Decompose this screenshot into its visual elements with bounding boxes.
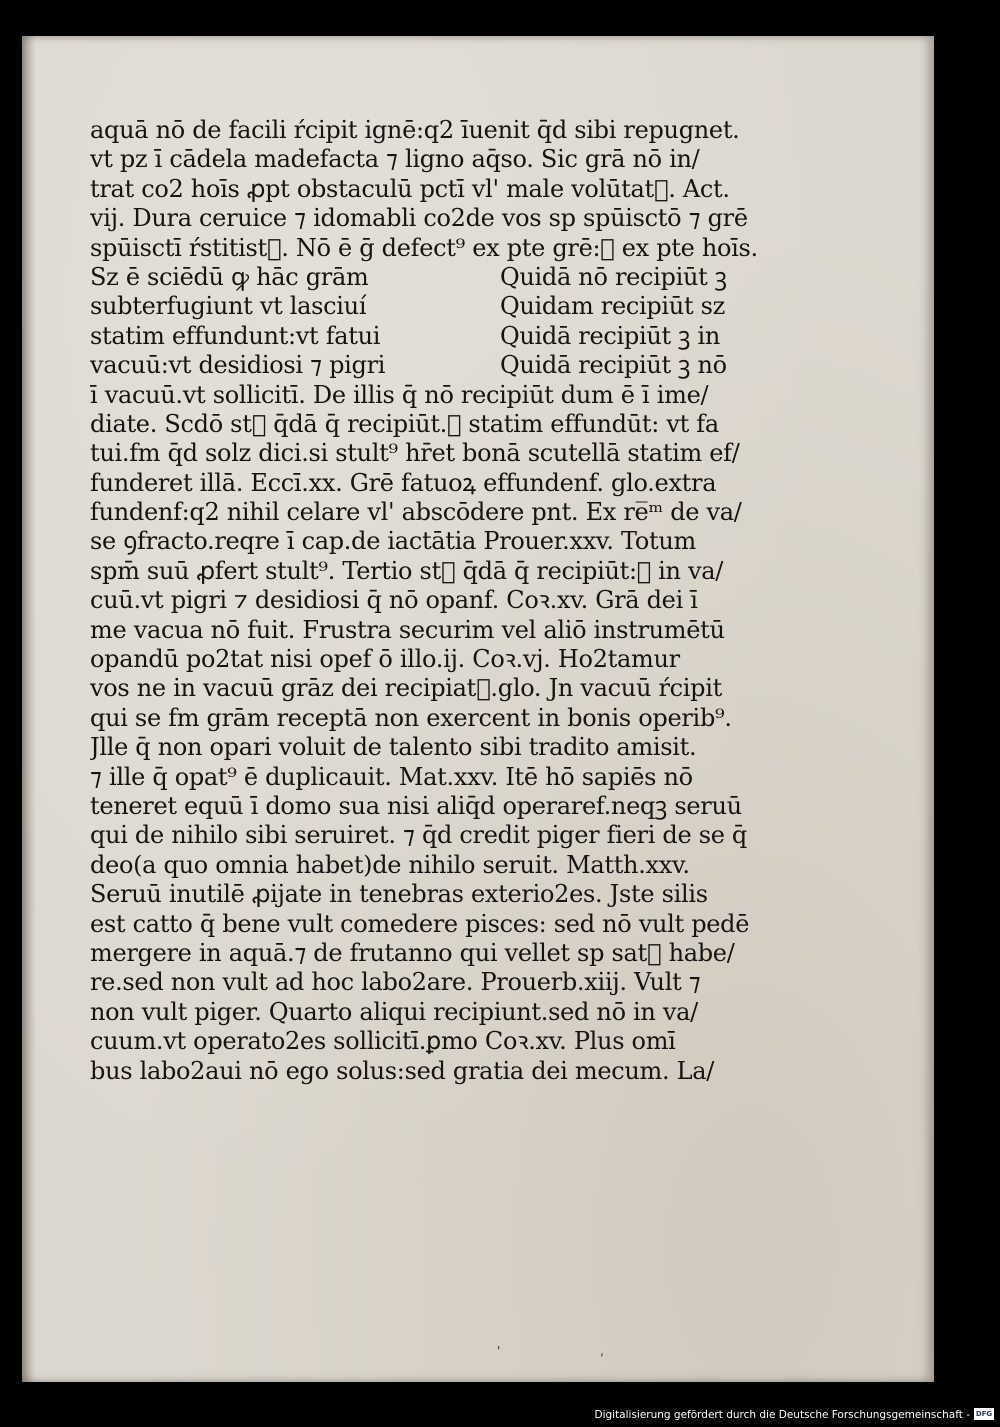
text-line: spm̄ suū ꝓfert stult⁹. Tertio st᷑ q̄dā q̄ recipiūt:ꝫ in va/ [90,556,724,585]
text-line: spūisctī ŕstitist᷑. Nō ē ḡ defect⁹ ex pte grē:ꝫ ex pte hoīs. [90,233,758,262]
text-line: aquā nō de facili ŕcipit ignē:q2 īuenit q̄d sibi repugnet. [90,116,740,144]
row-left-text: vacuū:vt desidiosi ⁊ pigri [90,351,386,380]
text-line: me vacua nō fuit. Frustra securim vel aliō instrumētū [90,615,725,644]
text-line: trat co2 hoīs ꝓpt obstaculū pctī vl' male volūtat᷑. Act. [90,174,730,203]
text-line: qui de nihilo sibi seruiret. ⁊ q̄d credit piger fieri de se q̄ [90,821,748,850]
row-right-text: Quidā nō recipiūt ꝫ [500,262,727,291]
book-page [22,36,934,1382]
text-line: qui se fm grām receptā non exercent in bonis operib⁹. [90,703,732,732]
text-line: deo(a quo omnia habet)de nihilo seruit. Matth.xxv. [90,850,690,879]
text-line: diate. Scdō st᷑ q̄dā q̄ recipiūt.ꝫ statim effundūt: vt fa [90,409,719,438]
text-line: bus labo2aui nō ego solus:sed gratia dei mecum. La/ [90,1056,715,1085]
two-column-row [90,351,790,380]
text-line: est catto q̄ bene vult comedere pisces: sed nō vult pedē [90,909,750,938]
text-line: tui.fm q̄d solz dici.si stult⁹ hr̄et bonā scutellā statim ef/ [90,439,740,468]
funding-credit: Digitalisierung gefördert durch die Deutsche Forschungsgemeinschaft - [594,1409,970,1421]
text-line: ⁊ ille q̄ opat⁹ ē duplicauit. Mat.xxv. Itē hō sapiēs nō [90,762,693,791]
text-line: Seruū inutilē ꝓijate in tenebras exterio2es. Jste silis [90,880,708,909]
text-line: vt pz ī cādela madefacta ⁊ ligno aq̄so. Sic grā nō in/ [90,145,700,174]
text-line: fundenf:q2 nihil celare vl' abscōdere pnt. Ex re̅ᵐ de va/ [90,498,742,527]
two-column-row [90,322,790,351]
text-line: vos ne in vacuū grāz dei recipiat᷑.glo. Jn vacuū ŕcipit [90,674,722,703]
row-right-text: Quidā recipiūt ꝫ in [500,321,720,350]
row-right-text: Quidam recipiūt sz [500,292,725,321]
row-left-text: statim effundunt:vt fatui [90,321,381,350]
text-line: vij. Dura ceruice ⁊ idomabli co2de vos sp spūisctō ⁊ grē [90,204,748,233]
text-line: re.sed non vult ad hoc labo2are. Prouerb.xiij. Vult ⁊ [90,968,701,997]
dfg-logo: DFG [975,1410,993,1418]
text-line: ī vacuū.vt sollicitī. De illis q̄ nō recipiūt dum ē ī ime/ [90,380,709,409]
two-column-row [90,292,790,321]
ink-marks: ' , [497,1344,652,1358]
two-column-row [90,263,790,292]
text-line: se ꝯfracto.reqre ī cap.de iactātia Prouer.xxv. Totum [90,527,696,556]
text-line: funderet illā. Eccī.xx. Grē fatuoꝝ effundenf. glo.extra [90,468,717,497]
text-line: teneret equū ī domo sua nisi aliq̄d operaref.neqꝫ seruū [90,791,742,820]
text-line: Jlle q̄ non opari voluit de talento sibi tradito amisit. [90,733,697,762]
row-right-text: Quidā recipiūt ꝫ nō [500,351,727,380]
text-line: non vult piger. Quarto aliqui recipiunt.sed nō in va/ [90,997,698,1026]
text-line: mergere in aquā.⁊ de frutanno qui vellet sp sat᷑ habe/ [90,938,735,967]
row-left-text: Sz ē sciēdū ꝙ hāc grām [90,262,369,291]
row-left-text: subterfugiunt vt lasciuí [90,292,367,321]
page-text-block [90,116,790,1086]
page-gutter-shadow [22,36,36,1382]
text-line: opandū po2tat nisi opef ō illo.ij. Coꝛ.vj. Ho2tamur [90,645,680,674]
text-line: cuū.vt pigri ⁊ desidiosi q̄ nō opanf. Coꝛ.xv. Grā dei ī [90,586,698,615]
text-line: cuum.vt operato2es sollicitī.ꝑmo Coꝛ.xv. Plus omī [90,1027,676,1056]
